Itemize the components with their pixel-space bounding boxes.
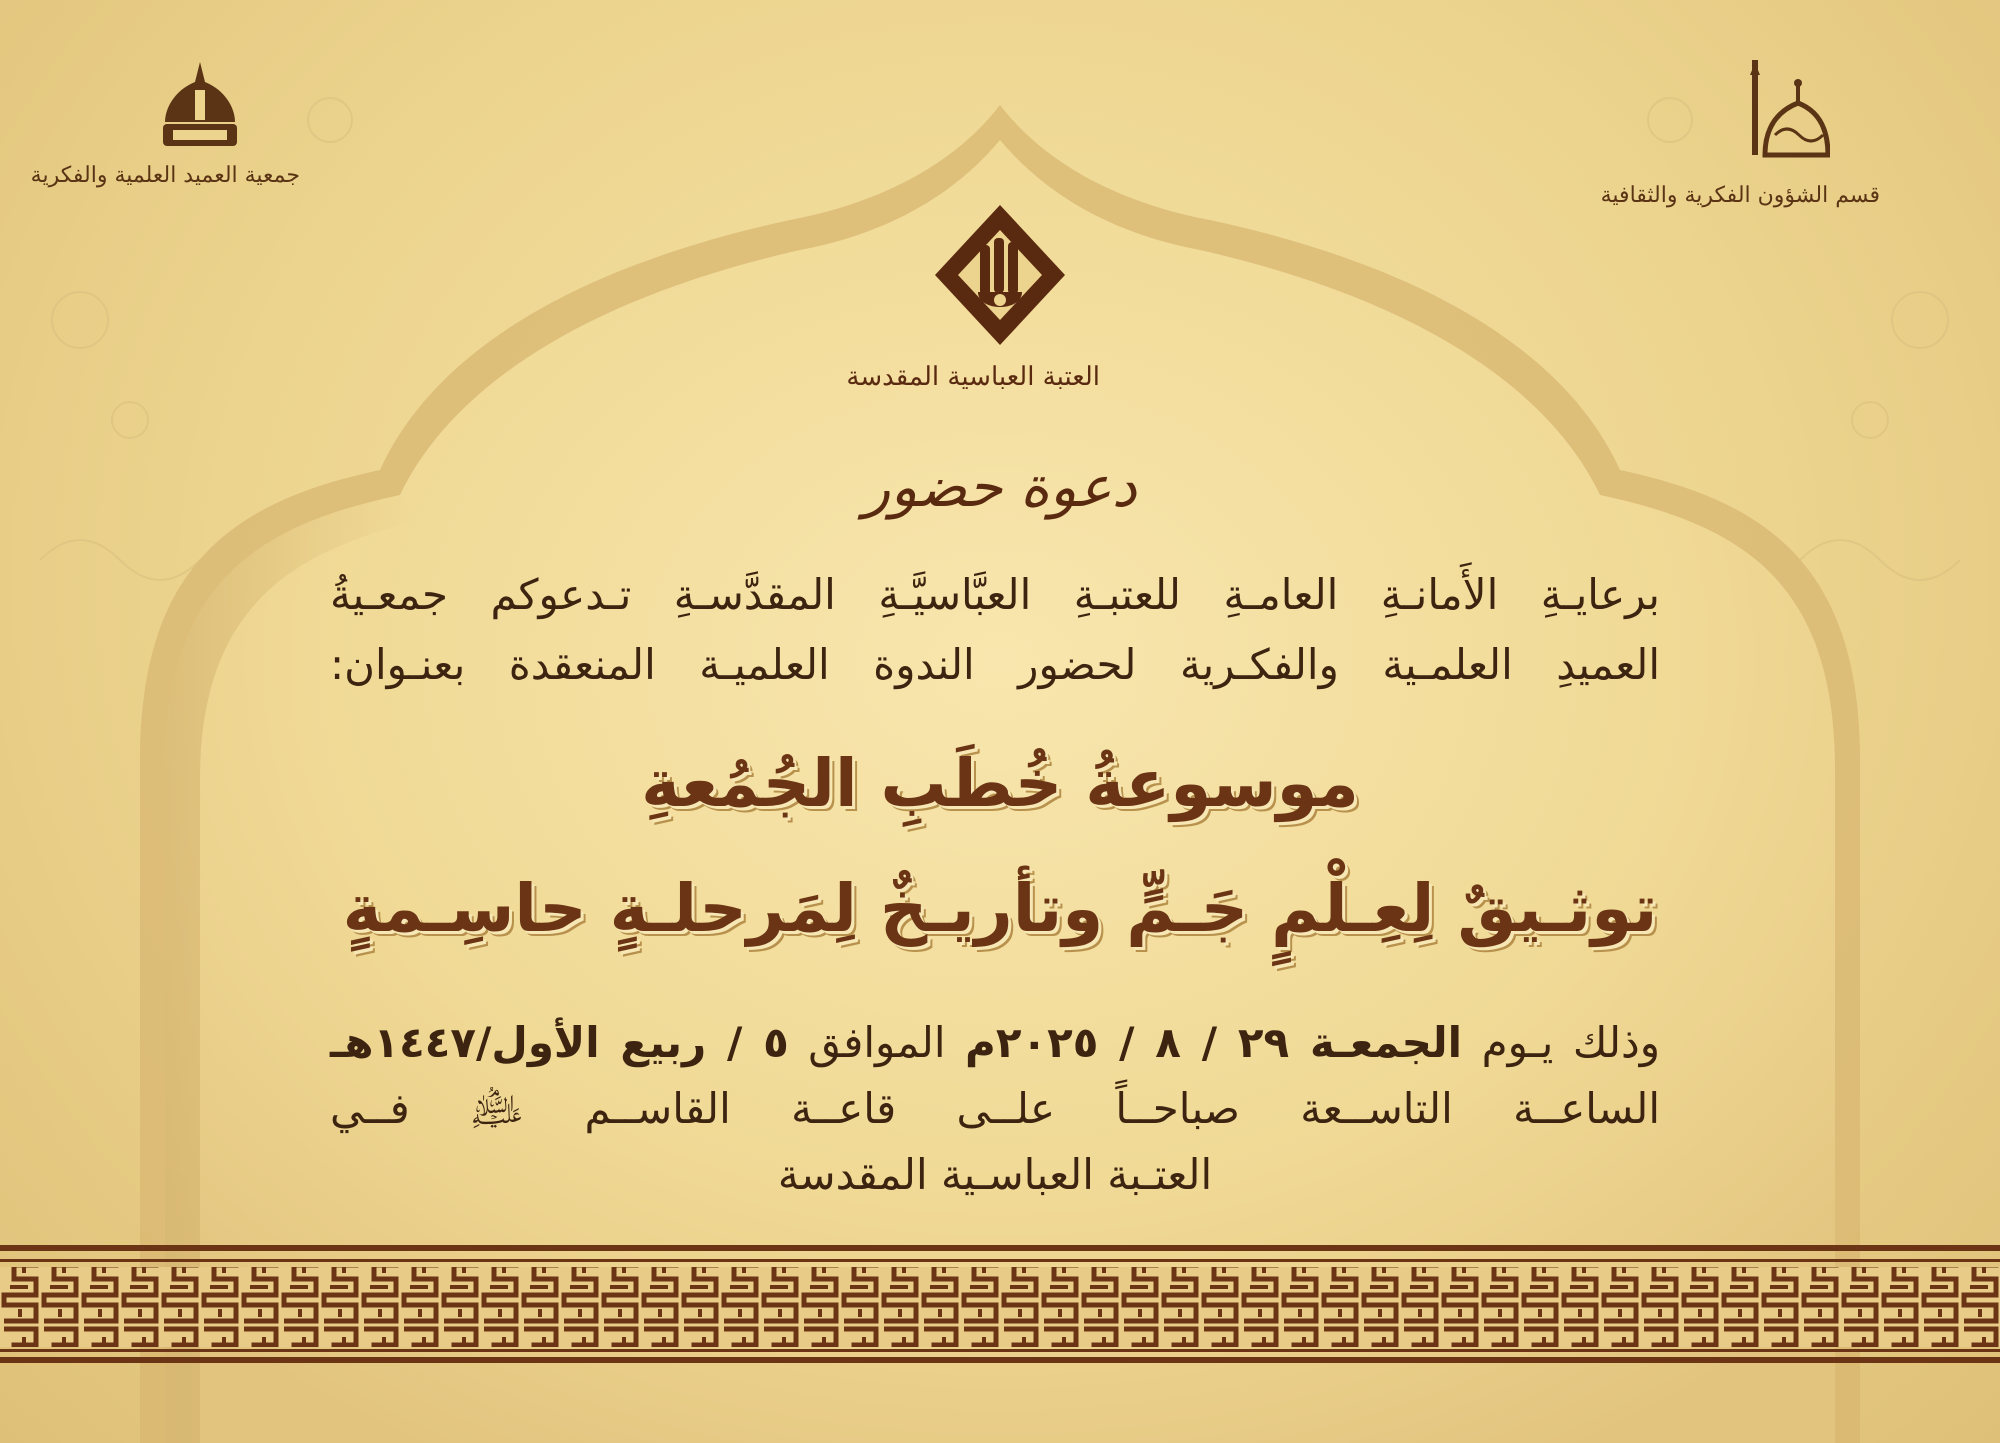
invitation-title: دعوة حضور	[863, 455, 1137, 520]
right-logo-caption: قسم الشؤون الفكرية والثقافية	[1600, 183, 1880, 208]
details-mid: الموافق	[808, 1018, 946, 1067]
minaret-dome-logo-icon	[1730, 55, 1830, 175]
intro-line-2: العميدِ العلمـية والفكـرية لحضور الندوة العلميـة المنعقدة بعنـوان:	[330, 640, 1660, 689]
center-emblem	[846, 200, 1100, 392]
gregorian-date: الجمعـة ٢٩ / ٨ / ٢٠٢٥م	[965, 1018, 1463, 1067]
left-logo	[30, 60, 300, 188]
right-logo	[1600, 55, 1880, 208]
event-details	[330, 1010, 1660, 1208]
dome-logo-icon	[155, 60, 245, 155]
details-line-1	[330, 1010, 1660, 1076]
kufic-pattern-band	[0, 1245, 2000, 1363]
intro-line-1: برعايـةِ الأَمانـةِ العامـةِ للعتبـةِ العبَّاسيَّـةِ المقدَّسـةِ تـدعوكم جمعـيةُ	[330, 570, 1660, 619]
left-logo-caption: جمعية العميد العلمية والفكرية	[30, 163, 300, 188]
details-line-3: العتـبة العباسـية المقدسة	[777, 1150, 1213, 1199]
center-emblem-caption: العتبة العباسية المقدسة	[846, 362, 1100, 392]
hand-emblem-icon	[930, 200, 1070, 350]
headline-line-2: توثـيقٌ لِعِـلْمٍ جَـمٍّ وتأريـخٌ لِمَرحلـةٍ حاسِـمةٍ	[342, 870, 1658, 947]
intro-paragraph	[330, 560, 1660, 700]
details-prefix: وذلك يـوم	[1481, 1018, 1661, 1067]
headline-line-1: موسوعةُ خُطَبِ الجُمُعةِ	[641, 745, 1359, 822]
details-line-2: الساعــة التاســعة صباحــاً علــى قاعــة القاســم ﵇ فــي	[330, 1084, 1660, 1133]
hijri-date: ٥ / ربيع الأول/١٤٤٧هـ	[330, 1018, 789, 1067]
